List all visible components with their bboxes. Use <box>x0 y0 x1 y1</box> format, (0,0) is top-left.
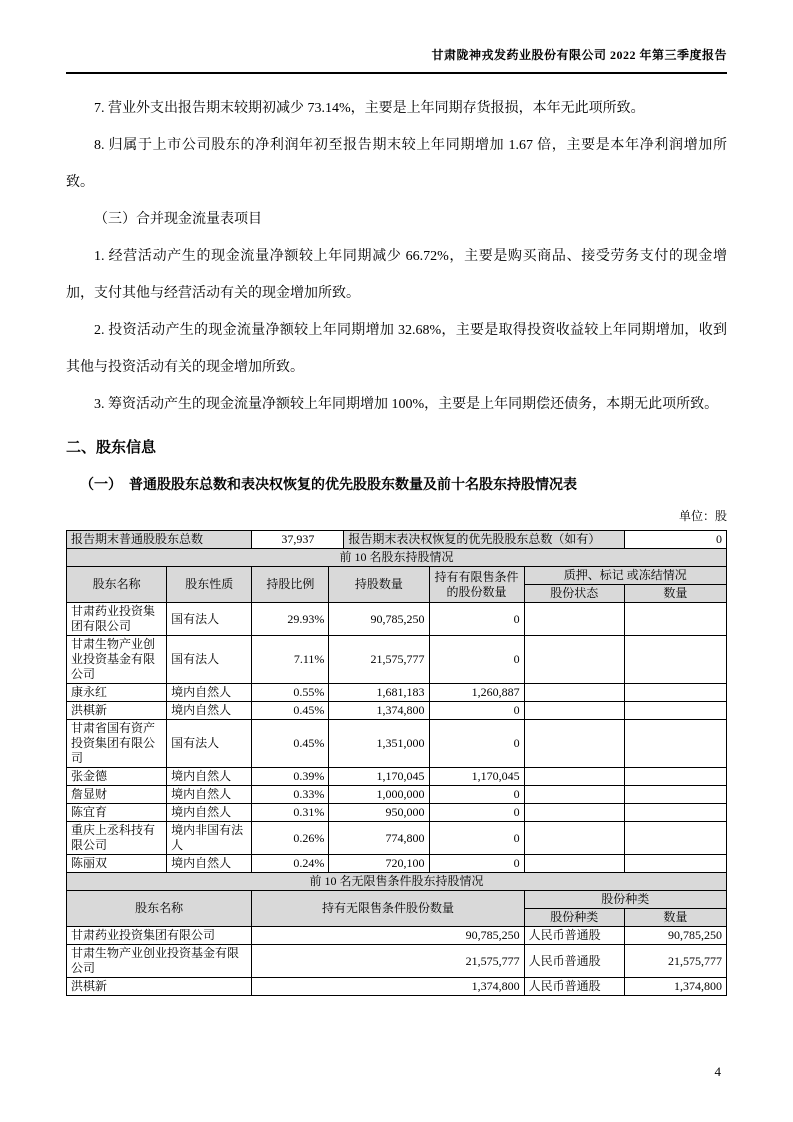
preferred-shareholders-label: 报告期末表决权恢复的优先股股东总数（如有） <box>344 531 624 549</box>
col-header-pledge-group: 质押、标记 或冻结情况 <box>524 567 726 585</box>
table-row <box>67 702 727 720</box>
shares-held: 774,800 <box>329 822 429 855</box>
shares-held: 950,000 <box>329 804 429 822</box>
pledge-qty-cell <box>624 855 726 873</box>
u-col-header-qty: 数量 <box>624 909 726 927</box>
shareholder-name: 甘肃药业投资集团有限公司 <box>67 603 167 636</box>
section-3-title: （三）合并现金流量表项目 <box>94 212 262 227</box>
pledge-qty-cell <box>624 768 726 786</box>
pledge-qty-cell <box>624 804 726 822</box>
restricted-shares: 0 <box>429 804 524 822</box>
shareholder-nature: 境内自然人 <box>167 786 252 804</box>
shareholder-nature: 境内自然人 <box>167 684 252 702</box>
paragraph-8: 8. 归属于上市公司股东的净利润年初至报告期末较上年同期增加 1.67 倍，主要是本年净利润增加所致。 <box>66 138 727 190</box>
u-share-qty: 21,575,777 <box>624 945 726 978</box>
table-row <box>67 927 727 945</box>
restricted-shares: 0 <box>429 636 524 684</box>
restricted-shares: 0 <box>429 822 524 855</box>
shareholding-ratio: 0.31% <box>252 804 329 822</box>
table-row <box>67 768 727 786</box>
report-header-title: 甘肃陇神戎发药业股份有限公司 2022 年第三季度报告 <box>66 46 727 74</box>
col-header-shareholder-nature: 股东性质 <box>167 567 252 603</box>
pledge-qty-cell <box>624 720 726 768</box>
u-shareholder-name: 甘肃生物产业创业投资基金有限公司 <box>67 945 252 978</box>
cashflow-item-3: 3. 筹资活动产生的现金流量净额较上年同期增加 100%，主要是上年同期偿还债务，本期无此项所致。 <box>94 397 719 412</box>
col-header-shares: 持股数量 <box>329 567 429 603</box>
shareholding-ratio: 0.45% <box>252 720 329 768</box>
pledge-status-cell <box>524 684 624 702</box>
shareholding-ratio: 0.26% <box>252 822 329 855</box>
u-share-qty: 90,785,250 <box>624 927 726 945</box>
col-header-pledge-status: 股份状态 <box>524 585 624 603</box>
shareholder-nature: 境内自然人 <box>167 702 252 720</box>
shares-held: 1,000,000 <box>329 786 429 804</box>
col-header-pledge-qty: 数量 <box>624 585 726 603</box>
u-share-type: 人民币普通股 <box>524 978 624 996</box>
shareholder-nature: 境内自然人 <box>167 804 252 822</box>
pledge-qty-cell <box>624 684 726 702</box>
pledge-qty-cell <box>624 822 726 855</box>
common-shareholders-label: 报告期末普通股股东总数 <box>67 531 252 549</box>
shares-held: 1,681,183 <box>329 684 429 702</box>
col-header-shareholder-name: 股东名称 <box>67 567 167 603</box>
table-row <box>67 978 727 996</box>
pledge-status-cell <box>524 702 624 720</box>
table-row <box>67 786 727 804</box>
shareholder-nature: 境内自然人 <box>167 768 252 786</box>
unrestricted-header-row-1 <box>67 891 727 909</box>
pledge-status-cell <box>524 804 624 822</box>
u-col-header-name: 股东名称 <box>67 891 252 927</box>
col-header-restricted: 持有有限售条件的股份数量 <box>429 567 524 603</box>
table-row <box>67 945 727 978</box>
page-number: 4 <box>714 1064 721 1079</box>
shareholder-nature: 国有法人 <box>167 636 252 684</box>
shareholder-name: 张金德 <box>67 768 167 786</box>
shareholder-name: 詹显财 <box>67 786 167 804</box>
shareholding-ratio: 0.55% <box>252 684 329 702</box>
restricted-shares: 1,170,045 <box>429 768 524 786</box>
restricted-shares: 1,260,887 <box>429 684 524 702</box>
summary-row <box>67 531 727 549</box>
table-row <box>67 822 727 855</box>
col-header-ratio: 持股比例 <box>252 567 329 603</box>
table-row <box>67 603 727 636</box>
shareholding-ratio: 0.45% <box>252 702 329 720</box>
shareholder-name: 甘肃省国有资产投资集团有限公司 <box>67 720 167 768</box>
u-shares-held: 21,575,777 <box>252 945 524 978</box>
shares-held: 1,351,000 <box>329 720 429 768</box>
section-2-subheading: （一） 普通股股东总数和表决权恢复的优先股股东数量及前十名股东持股情况表 <box>80 478 577 493</box>
shares-held: 1,374,800 <box>329 702 429 720</box>
pledge-status-cell <box>524 786 624 804</box>
u-share-qty: 1,374,800 <box>624 978 726 996</box>
shareholder-nature: 国有法人 <box>167 720 252 768</box>
table-row <box>67 720 727 768</box>
pledge-qty-cell <box>624 786 726 804</box>
shareholder-nature: 国有法人 <box>167 603 252 636</box>
u-shareholder-name: 甘肃药业投资集团有限公司 <box>67 927 252 945</box>
shareholder-name: 康永红 <box>67 684 167 702</box>
page-content <box>0 74 793 996</box>
u-share-type: 人民币普通股 <box>524 945 624 978</box>
unrestricted-title: 前 10 名无限售条件股东持股情况 <box>67 873 727 891</box>
u-col-header-type-group: 股份种类 <box>524 891 726 909</box>
shares-held: 90,785,250 <box>329 603 429 636</box>
restricted-shares: 0 <box>429 855 524 873</box>
common-shareholders-value: 37,937 <box>252 531 344 549</box>
shareholder-nature: 境内非国有法人 <box>167 822 252 855</box>
table-row <box>67 636 727 684</box>
shareholder-name: 陈丽双 <box>67 855 167 873</box>
shareholder-nature: 境内自然人 <box>167 855 252 873</box>
table-row <box>67 684 727 702</box>
pledge-qty-cell <box>624 636 726 684</box>
shareholder-name: 洪棋新 <box>67 702 167 720</box>
restricted-shares: 0 <box>429 702 524 720</box>
table-row <box>67 855 727 873</box>
restricted-shares: 0 <box>429 720 524 768</box>
shareholding-ratio: 0.33% <box>252 786 329 804</box>
restricted-shares: 0 <box>429 603 524 636</box>
top10-title: 前 10 名股东持股情况 <box>67 549 727 567</box>
pledge-qty-cell <box>624 702 726 720</box>
pledge-status-cell <box>524 855 624 873</box>
shareholding-ratio: 0.39% <box>252 768 329 786</box>
pledge-status-cell <box>524 636 624 684</box>
pledge-status-cell <box>524 768 624 786</box>
pledge-qty-cell <box>624 603 726 636</box>
u-col-header-shares: 持有无限售条件股份数量 <box>252 891 524 927</box>
shareholding-ratio: 7.11% <box>252 636 329 684</box>
shareholder-name: 重庆上丞科技有限公司 <box>67 822 167 855</box>
shareholder-table <box>66 530 727 996</box>
top10-title-row <box>67 549 727 567</box>
shareholder-name: 甘肃生物产业创业投资基金有限公司 <box>67 636 167 684</box>
pledge-status-cell <box>524 822 624 855</box>
cashflow-item-1: 1. 经营活动产生的现金流量净额较上年同期减少 66.72%，主要是购买商品、接受劳务支付的现金增加，支付其他与经营活动有关的现金增加所致。 <box>66 249 727 301</box>
shareholding-ratio: 29.93% <box>252 603 329 636</box>
table-row <box>67 804 727 822</box>
u-share-type: 人民币普通股 <box>524 927 624 945</box>
pledge-status-cell <box>524 720 624 768</box>
u-shares-held: 90,785,250 <box>252 927 524 945</box>
shareholding-ratio: 0.24% <box>252 855 329 873</box>
u-shareholder-name: 洪棋新 <box>67 978 252 996</box>
document-header <box>0 0 793 74</box>
cashflow-item-2: 2. 投资活动产生的现金流量净额较上年同期增加 32.68%，主要是取得投资收益较上年同期增加，收到其他与投资活动有关的现金增加所致。 <box>66 323 727 375</box>
preferred-shareholders-value: 0 <box>624 531 726 549</box>
shares-held: 720,100 <box>329 855 429 873</box>
pledge-status-cell <box>524 603 624 636</box>
top10-header-row-1 <box>67 567 727 585</box>
restricted-shares: 0 <box>429 786 524 804</box>
paragraph-7: 7. 营业外支出报告期末较期初减少 73.14%，主要是上年同期存货报损，本年无此项所致。 <box>94 101 645 116</box>
unit-label: 单位：股 <box>678 509 727 523</box>
u-col-header-type: 股份种类 <box>524 909 624 927</box>
unrestricted-title-row <box>67 873 727 891</box>
shareholder-name: 陈宜育 <box>67 804 167 822</box>
shares-held: 1,170,045 <box>329 768 429 786</box>
u-shares-held: 1,374,800 <box>252 978 524 996</box>
section-2-heading: 二、股东信息 <box>66 440 157 456</box>
shares-held: 21,575,777 <box>329 636 429 684</box>
